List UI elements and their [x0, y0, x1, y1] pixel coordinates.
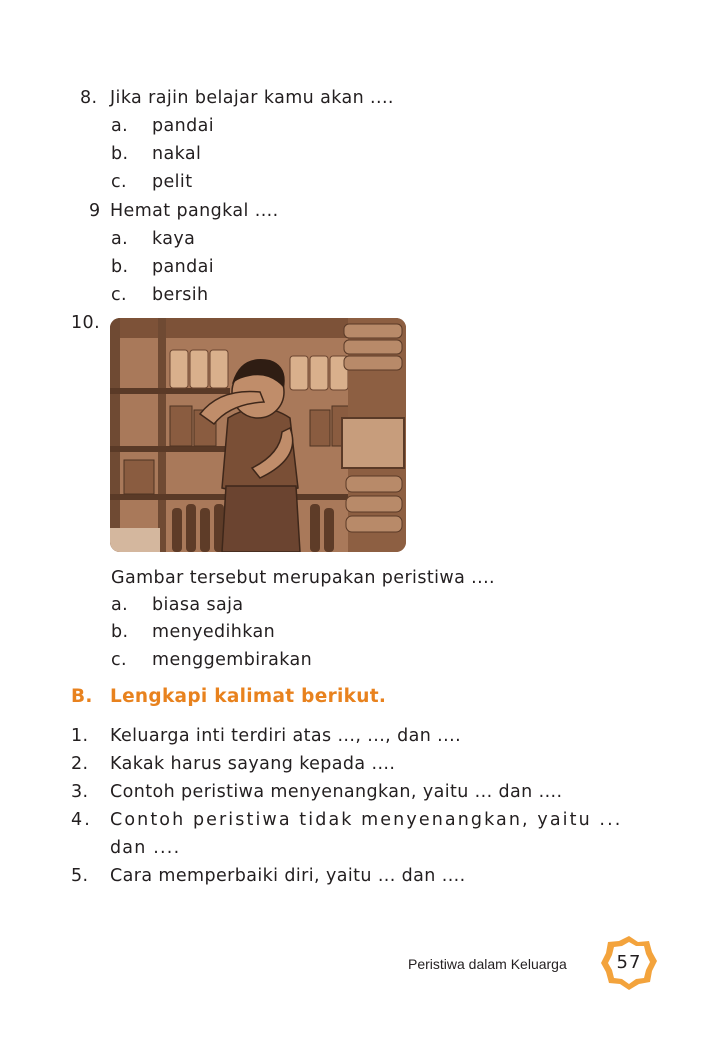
option-item	[0, 114, 728, 138]
option-item	[0, 283, 728, 307]
item-text: Keluarga inti terdiri atas ..., ..., dan ....	[110, 726, 462, 746]
section-b-heading	[0, 685, 728, 711]
option-text: menyedihkan	[152, 622, 276, 642]
option-text: kaya	[152, 229, 196, 249]
option-text: pandai	[152, 257, 215, 277]
question-number: 10.	[71, 313, 101, 333]
item-text: Kakak harus sayang kepada ....	[110, 754, 396, 774]
option-letter: c.	[111, 285, 127, 305]
question-text: Gambar tersebut merupakan peristiwa ....	[111, 568, 496, 588]
option-letter: b.	[111, 622, 129, 642]
item-number: 2.	[71, 754, 89, 774]
list-item	[0, 864, 728, 888]
option-item	[0, 620, 728, 644]
option-item	[0, 648, 728, 672]
option-letter: b.	[111, 144, 129, 164]
option-item	[0, 142, 728, 166]
option-item	[0, 227, 728, 251]
item-text: Contoh peristiwa menyenangkan, yaitu ... dan ....	[110, 782, 563, 802]
section-title: Lengkapi kalimat berikut.	[110, 686, 387, 707]
option-text: nakal	[152, 144, 202, 164]
question-number: 8.	[80, 88, 98, 108]
list-item	[0, 752, 728, 776]
question-10-text	[0, 566, 728, 590]
option-text: pelit	[152, 172, 193, 192]
item-number: 4.	[71, 810, 92, 830]
section-letter: B.	[71, 686, 93, 707]
list-item	[0, 724, 728, 748]
option-letter: a.	[111, 595, 129, 615]
item-number: 5.	[71, 866, 89, 886]
list-item-continuation	[0, 836, 728, 860]
question-text: Hemat pangkal ....	[110, 201, 279, 221]
option-letter: b.	[111, 257, 129, 277]
option-item	[0, 170, 728, 194]
question-text: Jika rajin belajar kamu akan ....	[110, 88, 394, 108]
option-text: pandai	[152, 116, 215, 136]
illustration-crying-boy-in-shop	[110, 318, 406, 552]
item-text-continuation: dan ....	[110, 838, 181, 858]
option-letter: c.	[111, 172, 127, 192]
option-text: biasa saja	[152, 595, 244, 615]
option-item	[0, 255, 728, 279]
item-text: Contoh peristiwa tidak menyenangkan, yaitu ...	[110, 810, 623, 830]
list-item	[0, 780, 728, 804]
list-item	[0, 808, 728, 832]
footer-chapter-title: Peristiwa dalam Keluarga	[408, 956, 567, 972]
option-text: bersih	[152, 285, 209, 305]
question-9	[0, 199, 728, 223]
option-text: menggembirakan	[152, 650, 313, 670]
question-8	[0, 86, 728, 110]
item-number: 1.	[71, 726, 89, 746]
option-item	[0, 593, 728, 617]
option-letter: a.	[111, 229, 129, 249]
question-10	[0, 311, 110, 335]
option-letter: c.	[111, 650, 127, 670]
question-number: 9	[89, 201, 101, 221]
illustration-image	[110, 318, 406, 552]
item-number: 3.	[71, 782, 89, 802]
item-text: Cara memperbaiki diri, yaitu ... dan ....	[110, 866, 466, 886]
option-letter: a.	[111, 116, 129, 136]
page-number: 57	[616, 952, 642, 973]
